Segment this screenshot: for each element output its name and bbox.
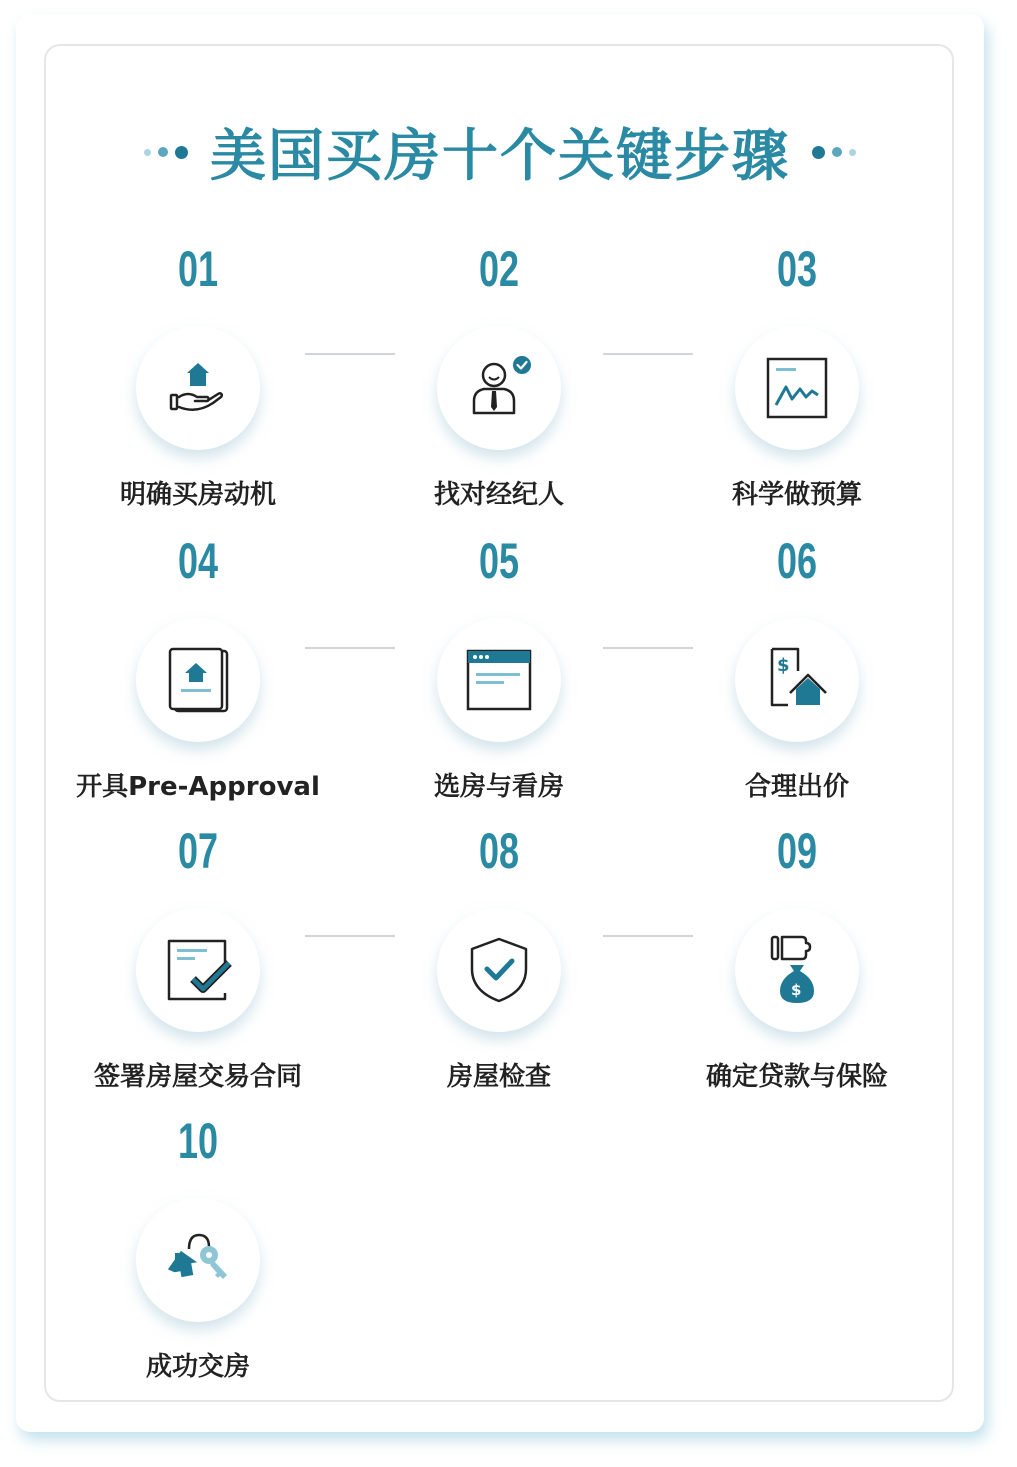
left-dots-decoration	[144, 146, 188, 159]
page-title: 美国买房十个关键步骤	[210, 124, 790, 189]
step-number: 01	[177, 241, 219, 297]
house-key-icon	[161, 1223, 235, 1297]
step-02	[349, 240, 649, 511]
browser-window-icon	[462, 643, 536, 717]
step-icon-circle	[437, 908, 561, 1032]
step-icon-circle	[136, 1198, 260, 1322]
step-04	[48, 532, 348, 803]
step-07	[48, 822, 348, 1093]
step-label: 选房与看房	[433, 772, 564, 802]
step-09	[647, 822, 947, 1093]
step-01	[48, 240, 348, 511]
step-number: 02	[478, 241, 520, 297]
step-label: 签署房屋交易合同	[93, 1062, 302, 1092]
step-number: 04	[177, 533, 219, 589]
step-icon-circle	[437, 618, 561, 742]
step-label: 合理出价	[744, 772, 849, 802]
step-label: 成功交房	[145, 1352, 250, 1382]
budget-chart-icon	[760, 351, 834, 425]
step-number: 08	[478, 823, 520, 879]
step-label: 明确买房动机	[119, 480, 276, 510]
step-icon-circle	[735, 908, 859, 1032]
document-house-icon	[161, 643, 235, 717]
hand-house-icon	[161, 351, 235, 425]
shield-check-icon	[462, 933, 536, 1007]
svg-text:$: $	[777, 655, 790, 676]
title-row	[0, 112, 1000, 192]
svg-text:$: $	[791, 981, 802, 999]
step-03	[647, 240, 947, 511]
step-label: 科学做预算	[731, 480, 862, 510]
contract-check-icon	[161, 933, 235, 1007]
step-number: 05	[478, 533, 520, 589]
step-number: 09	[776, 823, 818, 879]
step-icon-circle	[437, 326, 561, 450]
step-icon-circle	[136, 618, 260, 742]
step-number: 07	[177, 823, 219, 879]
step-number: 10	[177, 1113, 219, 1169]
step-number: 03	[776, 241, 818, 297]
step-08	[349, 822, 649, 1093]
step-06	[647, 532, 947, 803]
step-label: 确定贷款与保险	[705, 1062, 888, 1092]
step-label: 房屋检查	[446, 1062, 551, 1092]
step-icon-circle	[735, 618, 859, 742]
step-label: 开具Pre-Approval	[76, 772, 320, 802]
agent-check-icon	[462, 351, 536, 425]
step-10	[48, 1112, 348, 1383]
step-number: 06	[776, 533, 818, 589]
right-dots-decoration	[812, 146, 856, 159]
step-icon-circle	[136, 908, 260, 1032]
step-icon-circle	[136, 326, 260, 450]
price-house-icon	[760, 643, 834, 717]
step-icon-circle	[735, 326, 859, 450]
step-05	[349, 532, 649, 803]
money-bag-hand-icon	[760, 933, 834, 1007]
step-label: 找对经纪人	[433, 480, 564, 510]
